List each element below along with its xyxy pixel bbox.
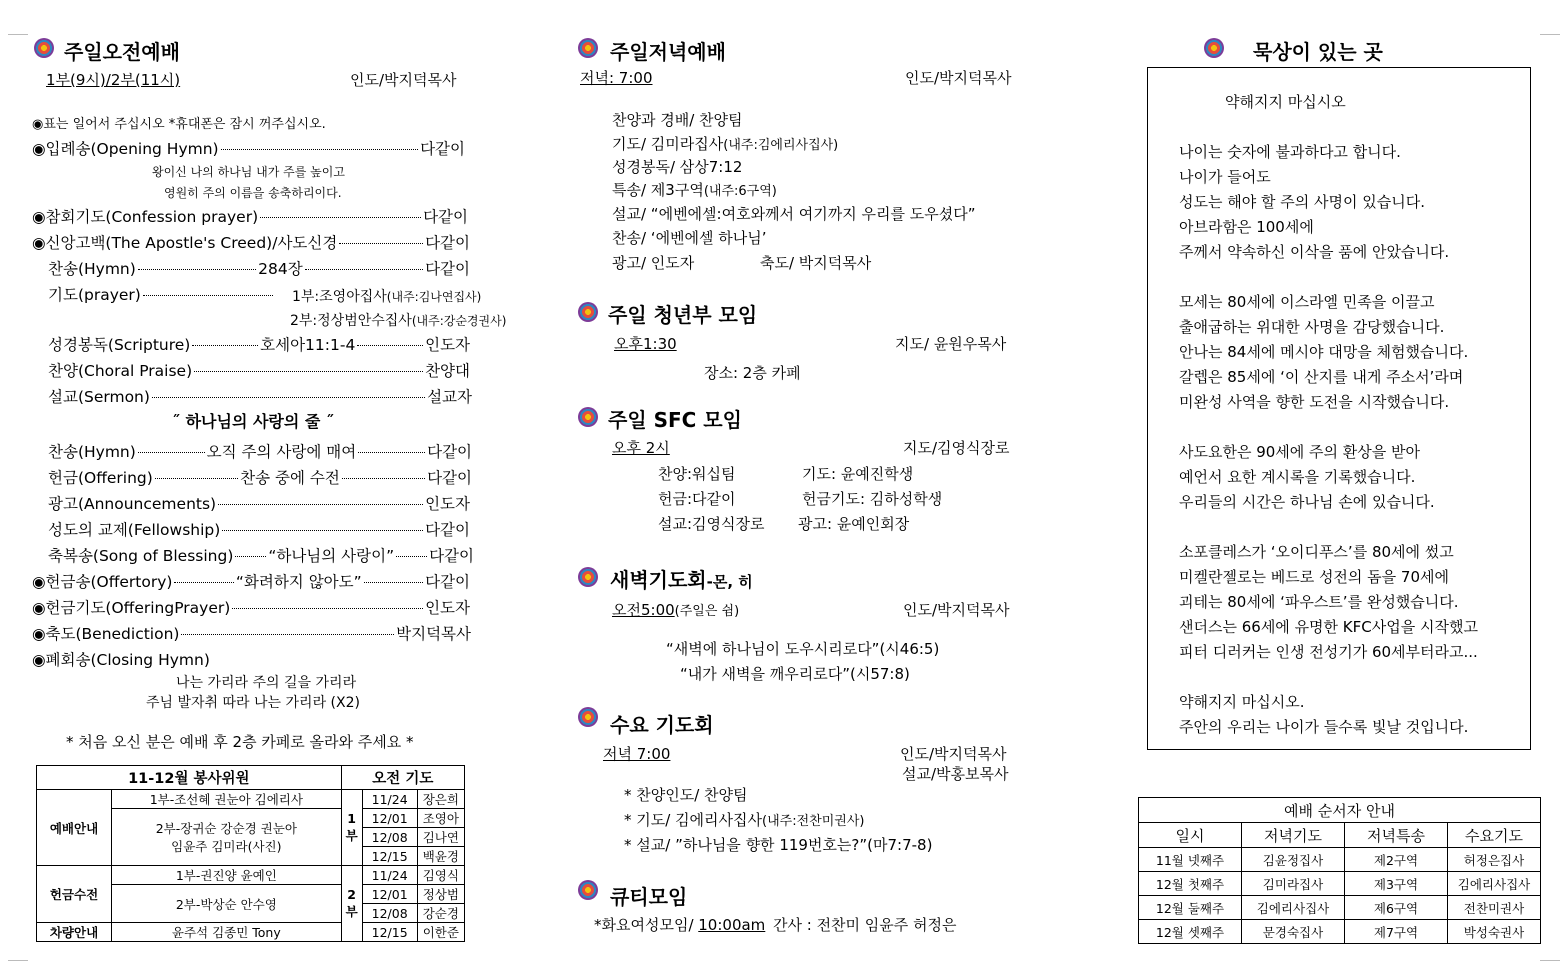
order-table-title: 예배 순서자 안내 [1139, 798, 1541, 823]
volunteer-header: 11-12월 봉사위원 [37, 766, 342, 790]
order-item-role: 인도자 [425, 336, 471, 354]
date-cell: 12/01 [362, 885, 417, 904]
sfc-offering: 헌금:다같이 [658, 490, 736, 508]
dawn-verse-2: “내가 새벽을 깨우리로다”(시57:8) [680, 665, 910, 683]
church-emblem-icon [1204, 38, 1224, 58]
youth-title: 주일 청년부 모임 [608, 303, 758, 327]
order-item [48, 544, 474, 566]
order-item-detail: 찬송 중에 수전 [240, 469, 340, 487]
evening-line-announce: 광고/ 인도자 [612, 254, 695, 272]
dot-leader [155, 478, 238, 479]
standing-note: ◉표는 일어서 주십시오 *휴대폰은 잠시 꺼주십시오. [32, 117, 326, 132]
order-item-label: 축복송(Song of Blessing) [48, 547, 234, 565]
offering-2: 2부-박상순 안수영 [112, 885, 342, 923]
sfc-time: 오후 2시 [612, 439, 670, 457]
evening-line-prayer: 기도/ 김미라집사(내주:김에리사집사) [612, 135, 839, 153]
prayer-header: 오전 기도 [341, 766, 464, 790]
order-item-detail: “하나님의 사랑이” [268, 547, 395, 565]
date-cell: 11/24 [362, 790, 417, 809]
dot-leader [364, 582, 423, 583]
church-emblem-icon [578, 880, 598, 900]
meditation-line: 성도는 해야 할 주의 사명이 있습니다. [1179, 193, 1425, 211]
order-item [32, 231, 470, 253]
qt-title: 큐티모임 [610, 885, 688, 909]
dot-leader [174, 582, 233, 583]
order-item [32, 622, 471, 644]
opening-lyrics-1: 왕이신 나의 하나님 내가 주를 높이고 [152, 165, 345, 179]
meditation-line: 갈렙은 85세에 ‘이 산지를 내게 주소서’라며 [1179, 368, 1464, 386]
order-item-label: 헌금(Offering) [48, 469, 153, 487]
meditation-line: 피터 디러커는 인생 전성기가 60세부터라고... [1179, 643, 1478, 661]
table-cell: 박성숙권사 [1448, 920, 1541, 944]
order-item-detail: 오직 주의 사랑에 매여 [206, 443, 357, 461]
evening-line-scripture: 성경봉독/ 삼상7:12 [612, 158, 743, 176]
youth-place: 장소: 2층 카페 [704, 364, 801, 382]
meditation-line: 출애굽하는 위대한 사명을 감당했습니다. [1179, 318, 1445, 336]
order-item [32, 137, 465, 159]
dot-leader [358, 452, 425, 453]
order-item-role: 다같이 [425, 573, 471, 591]
col-evening-special: 저녁특송 [1345, 823, 1448, 848]
crop-mark [8, 34, 28, 45]
sfc-praise: 찬양:워십팀 [658, 465, 736, 483]
table-row [1139, 896, 1541, 920]
crop-mark [8, 960, 28, 971]
evening-line-hymn: 찬송/ ‘에벤에셀 하나님’ [612, 229, 767, 247]
order-item-label: ◉폐회송(Closing Hymn) [32, 651, 210, 669]
youth-guide: 지도/ 윤원우목사 [895, 335, 1007, 353]
wednesday-leader: 인도/박지덕목사 [900, 745, 1007, 763]
meditation-line: 소포클레스가 ‘오이디푸스’를 80세에 썼고 [1179, 543, 1454, 561]
meditation-line: 샌더스는 66세에 유명한 KFC사업을 시작했고 [1179, 618, 1478, 636]
table-cell: 김에리사집사 [1242, 896, 1345, 920]
dawn-verse-1: “새벽에 하나님이 도우시리로다”(시46:5) [666, 640, 940, 658]
wednesday-time: 저녁 7:00 [603, 745, 671, 763]
col-evening-prayer: 저녁기도 [1242, 823, 1345, 848]
order-item-role: 다같이 [429, 547, 474, 565]
table-cell: 12월 첫째주 [1139, 872, 1242, 896]
dot-leader [396, 556, 427, 557]
meditation-line: 아브라함은 100세에 [1179, 218, 1314, 236]
meditation-line: 안나는 84세에 메시야 대망을 체험했습니다. [1179, 343, 1469, 361]
church-emblem-icon [578, 407, 598, 427]
order-item [32, 205, 468, 227]
evening-line-special: 특송/ 제3구역(내주:6구역) [612, 181, 777, 199]
dot-leader [339, 243, 423, 244]
table-cell: 12월 둘째주 [1139, 896, 1242, 920]
name-cell: 장은희 [417, 790, 464, 809]
date-cell: 12/01 [362, 809, 417, 828]
order-item [48, 466, 472, 488]
order-item [48, 283, 275, 305]
service-times: 1부(9시)/2부(11시) [46, 71, 181, 89]
dot-leader [357, 345, 423, 346]
table-cell: 김윤정집사 [1242, 848, 1345, 872]
qt-line: *화요여성모임/ 10:00am [594, 916, 766, 934]
group-usher: 예배안내 [37, 790, 112, 866]
order-item-role: 다같이 [427, 469, 472, 487]
dawn-leader: 인도/박지덕목사 [903, 601, 1010, 619]
order-item-role: 다같이 [420, 140, 465, 158]
order-item [32, 570, 470, 592]
order-item-label: 성도의 교제(Fellowship) [48, 521, 221, 539]
crop-mark [1540, 960, 1560, 971]
dot-leader [181, 634, 394, 635]
dot-leader [138, 452, 205, 453]
dot-leader [342, 478, 425, 479]
sfc-announce: 광고: 윤예인회장 [798, 515, 910, 533]
meditation-title: 묵상이 있는 곳 [1253, 40, 1383, 64]
meditation-line: 주께서 약속하신 이삭을 품에 안았습니다. [1179, 243, 1450, 261]
service-leader: 인도/박지덕목사 [350, 71, 457, 89]
meditation-line: 모세는 80세에 이스라엘 민족을 이끌고 [1179, 293, 1435, 311]
sfc-title: 주일 SFC 모임 [608, 408, 742, 432]
date-cell: 12/15 [362, 847, 417, 866]
meditation-line: 나이가 들어도 [1179, 168, 1271, 186]
order-item [48, 518, 470, 540]
order-item-label: 기도(prayer) [48, 286, 141, 304]
dot-leader [218, 504, 423, 505]
prayer-1: 1부:조영아집사(내주:김나연집사) [292, 289, 482, 305]
order-item-role: 인도자 [425, 495, 470, 513]
group-offering: 헌금수전 [37, 866, 112, 923]
qt-staff: 간사 : 전찬미 임윤주 허정은 [773, 916, 957, 934]
col-wednesday-prayer: 수요기도 [1448, 823, 1541, 848]
dot-leader [152, 397, 425, 398]
meditation-line: 예언서 요한 계시록을 기록했습니다. [1179, 468, 1416, 486]
sfc-guide: 지도/김영식장로 [903, 439, 1010, 457]
dot-leader [222, 530, 423, 531]
wednesday-preacher: 설교/박홍보목사 [902, 765, 1009, 783]
meditation-line: 미완성 사역을 향한 도전을 시작했습니다. [1179, 393, 1450, 411]
order-item-label: ◉신앙고백(The Apostle's Creed)/사도신경 [32, 234, 338, 252]
sfc-sermon: 설교:김영식장로 [658, 515, 765, 533]
table-row [1139, 920, 1541, 944]
order-item [32, 648, 210, 670]
order-item-role: 다같이 [425, 234, 470, 252]
order-item [32, 596, 470, 618]
usher-2: 2부-장귀순 강순경 권눈아 임윤주 김미라(사진) [112, 809, 342, 866]
sfc-prayer: 기도: 윤예진학생 [802, 465, 914, 483]
dot-leader [194, 371, 423, 372]
table-cell: 11월 넷째주 [1139, 848, 1242, 872]
dot-leader [232, 608, 423, 609]
order-item-label: ◉헌금송(Offertory) [32, 573, 173, 591]
evening-line-sermon: 설교/ “에벤에셀:여호와께서 여기까지 우리를 도우셨다” [612, 205, 976, 223]
crop-mark [1540, 34, 1560, 45]
order-item-label: ◉헌금기도(OfferingPrayer) [32, 599, 231, 617]
church-emblem-icon [578, 38, 598, 58]
sfc-offering-prayer: 헌금기도: 김하성학생 [802, 490, 943, 508]
order-item [48, 333, 470, 355]
table-cell: 제6구역 [1345, 896, 1448, 920]
meditation-line: 사도요한은 90세에 주의 환상을 받아 [1179, 443, 1421, 461]
table-cell: 12월 셋째주 [1139, 920, 1242, 944]
order-item [48, 492, 470, 514]
order-item-label: 광고(Announcements) [48, 495, 217, 513]
order-item [48, 257, 470, 279]
order-item-role: 박지덕목사 [396, 625, 471, 643]
order-item-label: 찬송(Hymn) [48, 443, 136, 461]
table-cell: 허정은집사 [1448, 848, 1541, 872]
order-item-role: 다같이 [425, 521, 470, 539]
part-1-label: 1 부 [341, 790, 362, 866]
table-cell: 김미라집사 [1242, 872, 1345, 896]
order-item-label: 찬송(Hymn) [48, 260, 136, 278]
date-cell: 11/24 [362, 866, 417, 885]
vehicle-1: 윤주석 김종민 Tony [112, 923, 342, 942]
volunteer-table [36, 765, 465, 942]
name-cell: 정상범 [417, 885, 464, 904]
wednesday-praise: * 찬양인도/ 찬양팀 [624, 786, 748, 804]
dot-leader [192, 345, 258, 346]
meditation-line: 나이는 숫자에 불과하다고 합니다. [1179, 143, 1401, 161]
meditation-line: 약해지지 마십시오. [1179, 693, 1305, 711]
name-cell: 김나연 [417, 828, 464, 847]
evening-leader: 인도/박지덕목사 [905, 69, 1012, 87]
order-item [48, 385, 472, 407]
dot-leader [221, 149, 418, 150]
welcome-note: * 처음 오신 분은 예배 후 2층 카페로 올라와 주세요 * [66, 733, 414, 751]
usher-1: 1부-조선혜 권눈아 김에리사 [112, 790, 342, 809]
church-emblem-icon [578, 707, 598, 727]
order-item-label: 찬양(Choral Praise) [48, 362, 193, 380]
order-item-label: ◉참회기도(Confession prayer) [32, 208, 259, 226]
dot-leader [143, 295, 273, 296]
closing-lyrics-2: 주님 발자취 따라 나는 가리라 (X2) [146, 695, 360, 711]
table-cell: 전찬미권사 [1448, 896, 1541, 920]
order-item-detail: 284장 [258, 260, 303, 278]
dot-leader [305, 269, 423, 270]
order-item-label: ◉축도(Benediction) [32, 625, 180, 643]
name-cell: 조영아 [417, 809, 464, 828]
date-cell: 12/15 [362, 923, 417, 942]
dawn-title: 새벽기도회-몬, 히 [610, 568, 753, 592]
wednesday-title: 수요 기도회 [610, 713, 714, 737]
dawn-time: 오전5:00(주일은 쉼) [612, 601, 740, 619]
name-cell: 강순경 [417, 904, 464, 923]
table-row [1139, 872, 1541, 896]
order-item-label: ◉입례송(Opening Hymn) [32, 140, 219, 158]
order-item-role: 다같이 [427, 443, 473, 461]
wednesday-prayer: * 기도/ 김에리사집사(내주:전찬미권사) [624, 811, 865, 829]
church-emblem-icon [34, 38, 54, 58]
order-item-detail: 호세아11:1-4 [260, 336, 356, 354]
order-item-role: 설교자 [427, 388, 472, 406]
morning-service-title: 주일오전예배 [64, 40, 180, 64]
date-cell: 12/08 [362, 904, 417, 923]
order-item-role: 다같이 [425, 260, 470, 278]
church-emblem-icon [578, 302, 598, 322]
meditation-line: 괴테는 80세에 ‘파우스트’를 완성했습니다. [1179, 593, 1459, 611]
table-cell: 제7구역 [1345, 920, 1448, 944]
meditation-line: 미켈란젤로는 베드로 성전의 돔을 70세에 [1179, 568, 1450, 586]
table-cell: 문경숙집사 [1242, 920, 1345, 944]
order-leaders-table [1138, 797, 1541, 944]
group-vehicle: 차량안내 [37, 923, 112, 942]
table-row [1139, 848, 1541, 872]
order-item [48, 440, 472, 462]
part-2-label: 2 부 [341, 866, 362, 942]
wednesday-sermon: * 설교/ ”하나님을 향한 119번호는?”(마7:7-8) [624, 836, 933, 854]
date-cell: 12/08 [362, 828, 417, 847]
evening-time: 저녁: 7:00 [580, 69, 653, 87]
sermon-title: ˝ 하나님의 사랑의 줄 ˝ [172, 412, 334, 431]
closing-lyrics-1: 나는 가리라 주의 길을 가리라 [176, 675, 357, 691]
order-item-role: 인도자 [425, 599, 470, 617]
offering-1: 1부-권진양 윤예인 [112, 866, 342, 885]
order-item [48, 359, 470, 381]
order-item-role: 다같이 [423, 208, 468, 226]
church-emblem-icon [578, 567, 598, 587]
dot-leader [138, 269, 256, 270]
name-cell: 백윤경 [417, 847, 464, 866]
meditation-line: 우리들의 시간은 하나님 손에 있습니다. [1179, 493, 1435, 511]
meditation-line: 주안의 우리는 나이가 들수록 빛날 것입니다. [1179, 718, 1469, 736]
name-cell: 김영식 [417, 866, 464, 885]
evening-line-blessing: 축도/ 박지덕목사 [760, 254, 872, 272]
evening-line-praise: 찬양과 경배/ 찬양팀 [612, 111, 743, 129]
table-cell: 제2구역 [1345, 848, 1448, 872]
table-cell: 제3구역 [1345, 872, 1448, 896]
meditation-heading: 약해지지 마십시오 [1225, 93, 1346, 111]
order-item-label: 설교(Sermon) [48, 388, 150, 406]
dot-leader [260, 217, 421, 218]
dot-leader [235, 556, 266, 557]
evening-service-title: 주일저녁예배 [610, 40, 726, 64]
order-item-label: 성경봉독(Scripture) [48, 336, 191, 354]
order-item-detail: “화려하지 않아도” [235, 573, 362, 591]
youth-time: 오후1:30 [614, 335, 677, 353]
prayer-2: 2부:정상범안수집사(내주:강순경권사) [290, 313, 507, 329]
name-cell: 이한준 [417, 923, 464, 942]
table-cell: 김에리사집사 [1448, 872, 1541, 896]
col-date: 일시 [1139, 823, 1242, 848]
opening-lyrics-2: 영원히 주의 이름을 송축하리이다. [164, 186, 342, 200]
order-item-role: 찬양대 [425, 362, 470, 380]
